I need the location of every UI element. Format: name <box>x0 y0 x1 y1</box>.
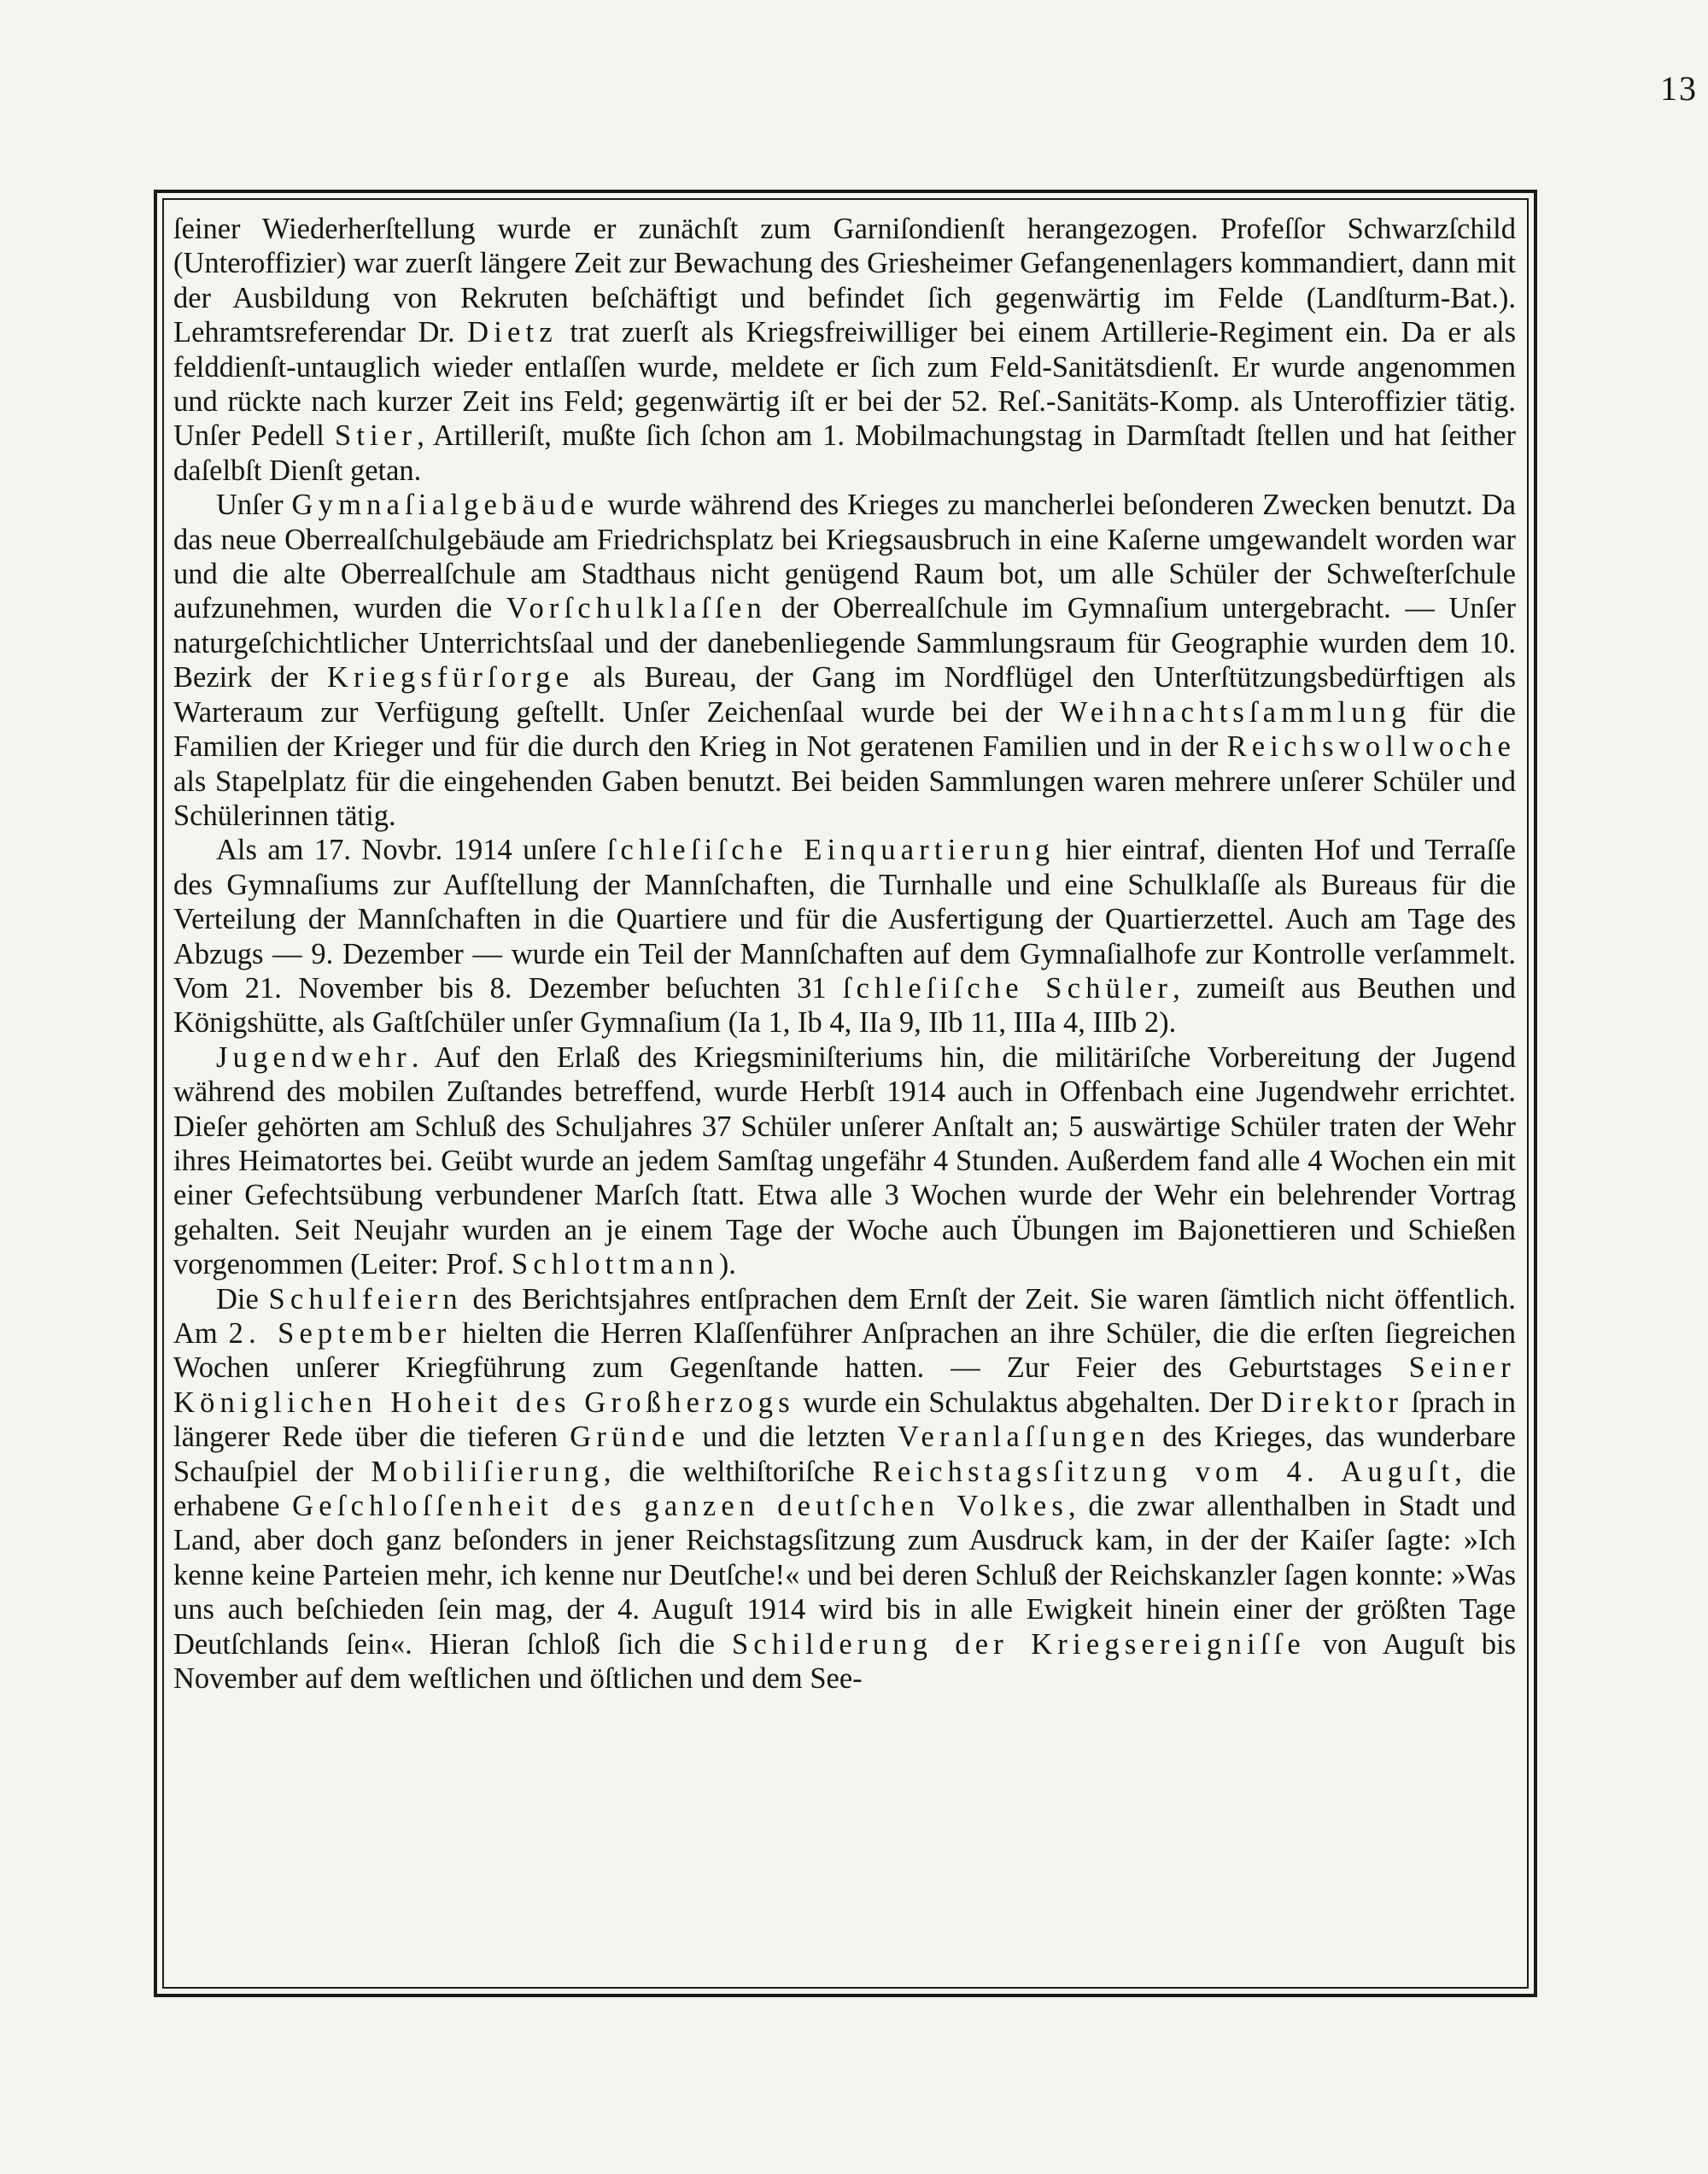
paragraph-schulfeiern <box>173 1282 1516 1696</box>
spaced-emphasis: Veranlaſſungen <box>898 1421 1150 1454</box>
text-run: des Berichtsjahres entſprachen dem Ernſt der Zeit. Sie waren ſämtlich nicht öffentlich. Am <box>173 1282 1516 1350</box>
page-number: 13 <box>1660 69 1698 108</box>
spaced-emphasis: Schulfeiern <box>268 1282 463 1316</box>
text-run: der Oberrealſchule im Gymnaſium untergebracht. — Unſer naturgeſchichtlicher Unterrichtsſaal und der danebenliegende Sammlungsraum für Geographie wurden dem 10. Bezirk der <box>173 592 1516 694</box>
text-run: des Krieges, das wunderbare Schauſpiel der <box>173 1421 1516 1488</box>
paragraph-dietz-stier <box>173 212 1516 488</box>
text-run: von Auguſt bis November auf dem weſtlichen und öſtlichen und dem See- <box>173 1627 1516 1696</box>
text-run: , die zwar allenthalben in Stadt und Land, aber doch ganz beſonders in jener Reichstagsſitzung zum Ausdruck kam, in der der Kaiſer ſagte: »Ich kenne keine Parteien mehr, ich kenne nur Deutſche!« und bei deren Schluß der Reichskanzler ſagen konnte: »Was uns auch beſchieden ſein mag, der 4. Auguſt 1914 wird bis in alle Ewigkeit hinein einer der größten Tage Deutſchlands ſein«. Hieran ſchloß ſich die <box>173 1490 1516 1661</box>
spaced-emphasis: Weihnachtsſammlung <box>1059 695 1412 729</box>
text-run: und die letzten <box>690 1421 898 1454</box>
spaced-emphasis: Schilderung der Kriegsereigniſſe <box>732 1627 1306 1661</box>
spaced-emphasis: Seiner Königlichen Hoheit des Großherzogs <box>173 1351 1516 1419</box>
text-run: . Auf den Erlaß des Kriegsminiſteriums hin, die militäriſche Vorbereitung der Jugend während des mobilen Zuſtandes betreffend, wurde Herbſt 1914 auch in Offenbach eine Jugendwehr errichtet. Dieſer gehörten am Schluß des Schuljahres 37 Schüler unſerer Anſtalt an; 5 auswärtige Schüler traten der Wehr ihres Heimatortes bei. Geübt wurde an jedem Samſtag ungefähr 4 Stunden. Außerdem fand alle 4 Wochen ein mit einer Gefechtsübung verbundener Marſch ſtatt. Etwa alle 3 Wochen wurde der Wehr ein belehrender Vortrag gehalten. Seit Neujahr wurden an je einem Tage der Woche auch Übungen im Bajonettieren und Schießen vorgenommen (Leiter: Prof. <box>173 1040 1516 1281</box>
spaced-emphasis: Stier <box>334 419 418 453</box>
text-run: hielten die Herren Klaſſenführer Anſprachen an ihre Schüler, die die erſten ſiegreichen Wochen unſerer Kriegführung zum Gegenſtande hatten. — Zur Feier des Geburtstages <box>173 1317 1516 1385</box>
text-run: , die welthiſtoriſche <box>603 1455 873 1488</box>
spaced-emphasis: 2. September <box>228 1317 452 1350</box>
text-run: für die Familien der Krieger und für die durch den Krieg in Not geratenen Familien und in der <box>173 695 1516 764</box>
spaced-emphasis: Geſchloſſenheit des ganzen deutſchen Volkes <box>292 1490 1069 1523</box>
text-run: wurde während des Krieges zu mancherlei beſonderen Zwecken benutzt. Da das neue Oberrealſchulgebäude am Friedrichsplatz bei Kriegsausbruch in eine Kaſerne umgewandelt worden war und die alte Oberrealſchule am Stadthaus nicht genügend Raum bot, um alle Schüler der Schweſterſchule aufzunehmen, wurden die <box>173 489 1516 625</box>
text-run: , zumeiſt aus Beuthen und Königshütte, als Gaſtſchüler unſer Gymnaſium (Ia 1, Ib 4, IIa 9, IIb 11, IIIa 4, IIIb 2). <box>173 971 1516 1040</box>
spaced-emphasis: ſchleſiſche Einquartierung <box>606 834 1056 867</box>
spaced-emphasis: Reichswollwoche <box>1226 730 1516 764</box>
spaced-emphasis: Reichstagsſitzung vom 4. Auguſt <box>872 1455 1455 1488</box>
text-run: , Artilleriſt, mußte ſich ſchon am 1. Mobilmachungstag in Darmſtadt ſtellen und hat ſeither daſelbſt Dienſt getan. <box>173 419 1516 487</box>
spaced-emphasis: Schlottmann <box>512 1248 719 1281</box>
text-run: ſeiner Wiederherſtellung wurde er zunächſt zum Garniſondienſt herangezogen. Profeſſor Schwarzſchild (Unteroffizier) war zuerſt längere Zeit zur Bewachung des Griesheimer Gefangenenlagers kommandiert, dann mit der Ausbildung von Rekruten beſchäftigt und befindet ſich gegenwärtig im Felde (Landſturm-Bat.). Lehramtsreferendar Dr. <box>173 213 1516 349</box>
spaced-emphasis: Gründe <box>570 1421 691 1454</box>
spaced-emphasis: Vorſchulklaſſen <box>506 592 768 625</box>
spaced-emphasis: Jugendwehr <box>216 1040 412 1074</box>
text-run: Als am 17. Novbr. 1914 unſere <box>216 834 607 867</box>
text-run: als Bureau, der Gang im Nordflügel den Unterſtützungsbedürftigen als Warteraum zur Verfügung geſtellt. Unſer Zeichenſaal wurde bei der <box>173 661 1516 729</box>
text-run: ). <box>718 1248 736 1281</box>
text-run: als Stapelplatz für die eingehenden Gaben benutzt. Bei beiden Sammlungen waren mehrere unſerer Schüler und Schülerinnen tätig. <box>173 765 1516 832</box>
paragraph-gymnasialgebaeude <box>173 488 1516 833</box>
text-run: Unſer <box>216 489 292 522</box>
paragraph-jugendwehr <box>173 1040 1516 1282</box>
text-run: hier eintraf, dienten Hof und Terraſſe des Gymnaſiums zur Aufſtellung der Mannſchaften, die Turnhalle und eine Schulklaſſe als Bureaus für die Verteilung der Mannſchaften in die Quartiere und für die Ausfertigung der Quartierzettel. Auch am Tage des Abzugs — 9. Dezember — wurde ein Teil der Mannſchaften auf dem Gymnaſialhofe zur Kontrolle verſammelt. Vom 21. November bis 8. Dezember beſuchten 31 <box>173 834 1516 1005</box>
spaced-emphasis: Mobiliſierung <box>371 1455 604 1488</box>
text-run: trat zuerſt als Kriegsfreiwilliger bei einem Artillerie-Regiment ein. Da er als felddienſt-untauglich wieder entlaſſen wurde, meldete er ſich zum Feld-Sanitätsdienſt. Er wurde angenommen und rückte nach kurzer Zeit ins Feld; gegenwärtig iſt er bei der 52. Reſ.-Sanitäts-Komp. als Unteroffizier tätig. Unſer Pedell <box>173 316 1516 453</box>
text-run: Die <box>216 1282 269 1316</box>
body-text <box>173 212 1516 1972</box>
spaced-emphasis: Gymnaſialgebäude <box>291 489 600 522</box>
spaced-emphasis: Dietz <box>467 316 558 349</box>
spaced-emphasis: Kriegsfürſorge <box>326 661 575 694</box>
text-run: , die erhabene <box>173 1455 1516 1523</box>
text-run: wurde ein Schulaktus abgehalten. Der <box>794 1386 1261 1419</box>
spaced-emphasis: ſchleſiſche Schüler <box>842 971 1173 1005</box>
paragraph-einquartierung <box>173 833 1516 1040</box>
text-run: ſprach in längerer Rede über die tieferen <box>173 1386 1516 1454</box>
spaced-emphasis: Direktor <box>1261 1386 1404 1419</box>
